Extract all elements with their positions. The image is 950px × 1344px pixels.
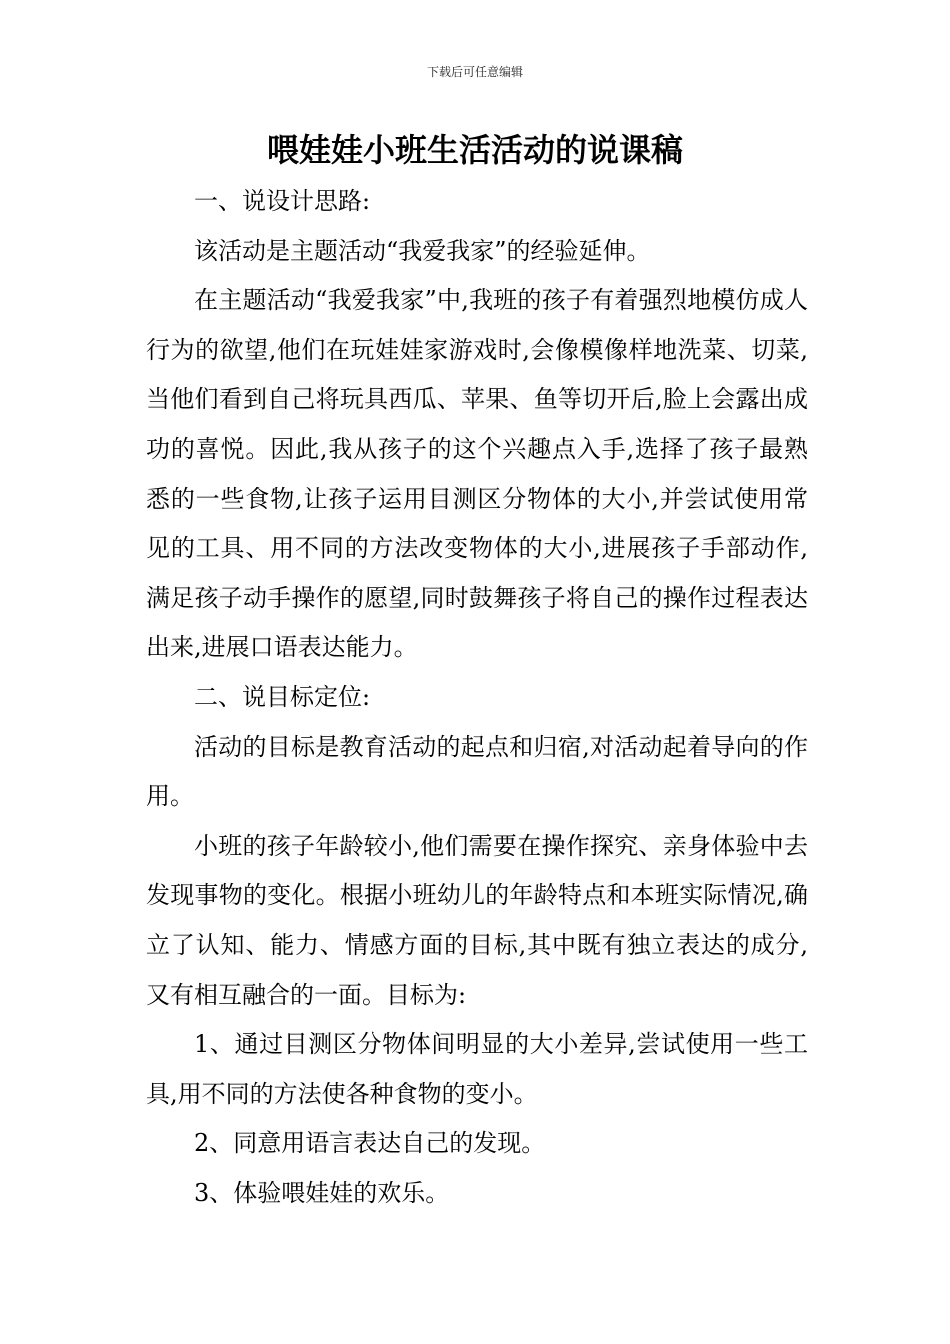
section-heading-design-idea: 一、说设计思路:: [194, 187, 371, 215]
section-heading-goal-positioning: 二、说目标定位:: [194, 682, 371, 711]
document-body: [146, 177, 808, 1218]
paragraph: 在主题活动“我爱我家”中,我班的孩子有着强烈地模仿成人行为的欲望,他们在玩娃娃家游戏时,会像模像样地洗菜、切菜,当他们看到自己将玩具西瓜、苹果、鱼等切开后,脸上会露出成功的喜悦。因此,我从孩子的这个兴趣点入手,选择了孩子最熟悉的一些食物,让孩子运用目测区分物体的大小,并尝试使用常见的工具、用不同的方法改变物体的大小,进展孩子手部动作,满足孩子动手操作的愿望,同时鼓舞孩子将自己的操作过程表达出来,进展口语表达能力。: [146, 286, 808, 662]
paragraph: 活动的目标是教育活动的起点和归宿,对活动起着导向的作用。: [146, 732, 808, 811]
paragraph: 小班的孩子年龄较小,他们需要在操作探究、亲身体验中去发现事物的变化。根据小班幼儿的年龄特点和本班实际情况,确立了认知、能力、情感方面的目标,其中既有独立表达的成分,又有相互融合的一面。目标为:: [146, 831, 808, 1009]
paragraph: 该活动是主题活动“我爱我家”的经验延伸。: [194, 236, 651, 265]
goal-item-3: 3、体验喂娃娃的欢乐。: [194, 1178, 450, 1207]
document-title: 喂娃娃小班生活活动的说课稿: [266, 131, 683, 169]
goal-item-2: 2、同意用语言表达自己的发现。: [194, 1129, 546, 1158]
goal-item-1: 1、通过目测区分物体间明显的大小差异,尝试使用一些工具,用不同的方法使各种食物的变小。: [146, 1030, 808, 1108]
page-header-note: 下载后可任意编辑: [426, 65, 523, 79]
